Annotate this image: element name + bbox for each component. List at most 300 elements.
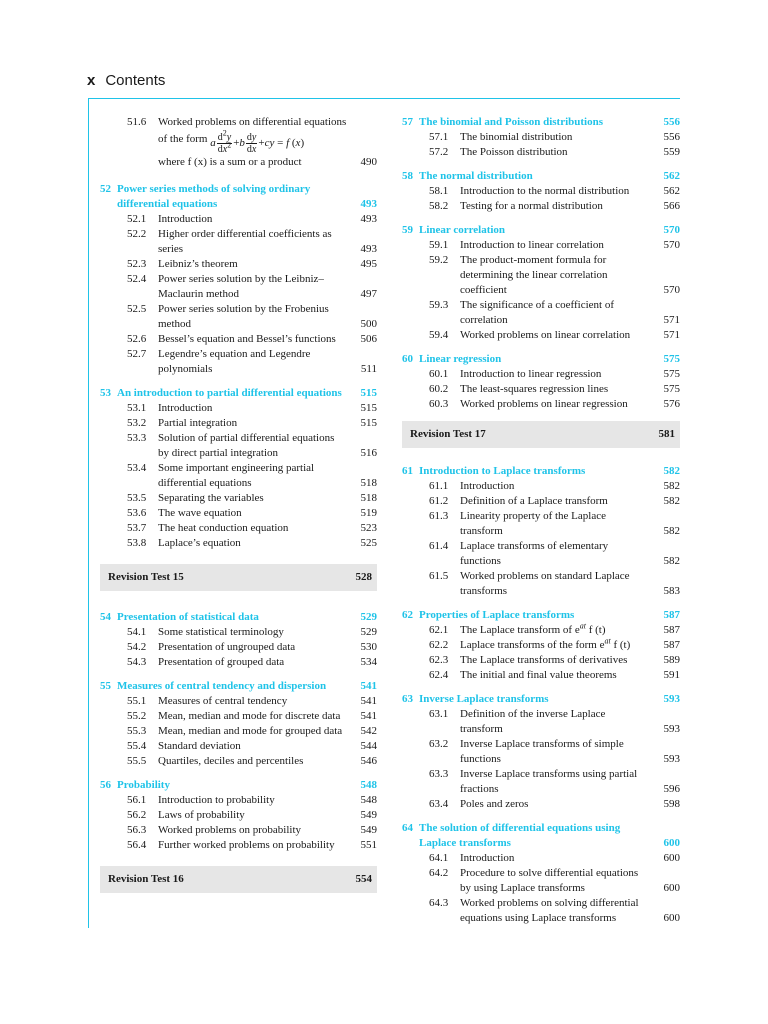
page-number: 518 <box>360 477 377 489</box>
chapter-title: The binomial and Poisson distributions <box>419 116 604 128</box>
page-number: 549 <box>360 824 377 836</box>
toc-section[interactable] <box>402 328 680 343</box>
toc-section[interactable] <box>100 655 377 670</box>
section-title: The Poisson distribution <box>460 146 568 158</box>
section-title: Worked problems on standard Laplace transforms <box>460 570 630 597</box>
section-number: 61.5 <box>429 570 449 582</box>
page-number: 571 <box>663 329 680 341</box>
toc-section[interactable] <box>100 431 377 461</box>
section-title: Worked problems on differential equations <box>158 116 347 128</box>
page-header <box>87 73 165 88</box>
page-number: 582 <box>663 555 680 567</box>
section-number: 52.2 <box>127 228 147 240</box>
page-number: 523 <box>360 522 377 534</box>
page-number: 506 <box>360 333 377 345</box>
toc-section[interactable] <box>100 115 377 130</box>
chapter-heading[interactable] <box>402 608 680 623</box>
section-title: The binomial distribution <box>460 131 573 143</box>
section-number: 60.2 <box>429 383 449 395</box>
page-number: 493 <box>360 213 377 225</box>
section-number: 61.3 <box>429 510 449 522</box>
section-number: 54.1 <box>127 626 147 638</box>
section-title: Quartiles, deciles and percentiles <box>158 755 304 767</box>
toc-section[interactable] <box>402 367 680 382</box>
chapter-title: Probability <box>117 779 170 791</box>
section-title: Introduction <box>158 402 213 414</box>
section-number: 59.4 <box>429 329 449 341</box>
page-number: 571 <box>663 314 680 326</box>
chapter-heading[interactable] <box>402 115 680 130</box>
toc-section[interactable] <box>402 253 680 298</box>
section-number: 61.2 <box>429 495 449 507</box>
toc-section[interactable] <box>402 851 680 866</box>
section-title: Presentation of ungrouped data <box>158 641 296 653</box>
page-number: 570 <box>663 284 680 296</box>
chapter-heading[interactable] <box>402 352 680 367</box>
section-title: Worked problems on probability <box>158 824 302 836</box>
page-number: 542 <box>360 725 377 737</box>
section-title: Introduction to the normal distribution <box>460 185 630 197</box>
toc-chapter <box>402 169 680 214</box>
page-number: 575 <box>663 383 680 395</box>
revision-label: Revision Test 15 <box>108 571 184 583</box>
page-number: 493 <box>360 243 377 255</box>
toc-chapter <box>402 223 680 343</box>
section-title: Worked problems on linear regression <box>460 398 628 410</box>
revision-page: 554 <box>355 873 372 885</box>
section-number: 56.1 <box>127 794 147 806</box>
chapter-heading[interactable] <box>100 679 377 694</box>
toc-section[interactable] <box>402 238 680 253</box>
toc-chapter <box>100 182 377 377</box>
chapter-title: Power series methods of solving ordinary differential equations <box>117 183 311 210</box>
section-number: 55.5 <box>127 755 147 767</box>
left-column <box>100 115 377 912</box>
section-number: 52.7 <box>127 348 147 360</box>
toc-section[interactable] <box>100 838 377 853</box>
page-number: 575 <box>663 368 680 380</box>
page-number: 511 <box>360 363 377 375</box>
section-number: 57.1 <box>429 131 449 143</box>
toc-section[interactable] <box>100 754 377 769</box>
section-number: 53.6 <box>127 507 147 519</box>
chapter-number: 56 <box>100 779 111 791</box>
toc-chapter <box>402 464 680 599</box>
page-number: 548 <box>360 794 377 806</box>
toc-section[interactable] <box>100 347 377 377</box>
section-number: 55.1 <box>127 695 147 707</box>
chapter-number: 62 <box>402 609 413 621</box>
chapter-heading[interactable] <box>402 464 680 479</box>
toc-section[interactable] <box>100 625 377 640</box>
section-number: 60.1 <box>429 368 449 380</box>
toc-chapter <box>402 692 680 812</box>
section-title: The initial and final value theorems <box>460 669 617 681</box>
section-number: 64.1 <box>429 852 449 864</box>
chapter-title: An introduction to partial differential equations <box>117 387 342 399</box>
page-number: 591 <box>663 669 680 681</box>
chapter-number: 54 <box>100 611 111 623</box>
chapter-number: 58 <box>402 170 413 182</box>
page-number: 541 <box>360 680 377 692</box>
revision-page: 581 <box>658 428 675 440</box>
toc-section[interactable] <box>100 808 377 823</box>
toc-section[interactable] <box>100 793 377 808</box>
section-title: Higher order differential coefficients as series <box>158 228 332 255</box>
section-number: 56.4 <box>127 839 147 851</box>
section-title: Introduction to probability <box>158 794 275 806</box>
formula-condition: where f (x) is a sum or a product <box>158 156 302 168</box>
page-number: 582 <box>663 525 680 537</box>
section-title: Laws of probability <box>158 809 245 821</box>
toc-section[interactable] <box>402 866 680 896</box>
toc-section[interactable] <box>100 332 377 347</box>
toc-section[interactable] <box>100 709 377 724</box>
section-number: 62.4 <box>429 669 449 681</box>
chapter-title: The solution of differential equations using Laplace transforms <box>419 822 621 849</box>
revision-test-15[interactable] <box>100 564 377 591</box>
toc-section[interactable] <box>402 797 680 812</box>
toc-section[interactable] <box>402 130 680 145</box>
toc-section[interactable] <box>402 539 680 569</box>
toc-section[interactable] <box>402 737 680 767</box>
section-title: Poles and zeros <box>460 798 529 810</box>
page-number: 562 <box>663 170 680 182</box>
page-number: 589 <box>663 654 680 666</box>
section-number: 52.1 <box>127 213 147 225</box>
section-number: 53.8 <box>127 537 147 549</box>
page-number: 596 <box>663 783 680 795</box>
toc-section[interactable] <box>100 506 377 521</box>
page-number: 500 <box>360 318 377 330</box>
page-number: 582 <box>663 495 680 507</box>
toc-section[interactable] <box>402 638 680 653</box>
section-number: 55.2 <box>127 710 147 722</box>
page-number-roman: x <box>87 72 96 89</box>
chapter-number: 57 <box>402 116 413 128</box>
section-number: 52.4 <box>127 273 147 285</box>
toc-section[interactable] <box>100 272 377 302</box>
chapter-heading[interactable] <box>100 778 377 793</box>
chapter-title: Measures of central tendency and dispersion <box>117 680 327 692</box>
chapter-number: 55 <box>100 680 111 692</box>
toc-chapter <box>100 386 377 551</box>
page-number: 575 <box>663 353 680 365</box>
toc-section[interactable] <box>100 536 377 551</box>
section-title: The heat conduction equation <box>158 522 289 534</box>
formula-prefix: of the form <box>158 133 208 145</box>
page-number: 549 <box>360 809 377 821</box>
section-number: 62.1 <box>429 624 449 636</box>
page-number: 515 <box>360 417 377 429</box>
revision-test-17[interactable] <box>402 421 680 448</box>
page-number: 562 <box>663 185 680 197</box>
chapter-title: Introduction to Laplace transforms <box>419 465 586 477</box>
differential-equation: a $\frac{d^2y}{dx^2}$ + b $\frac{dy}{dx}$ + cy = f ( x ) <box>210 128 305 155</box>
toc-section[interactable] <box>100 227 377 257</box>
toc-section[interactable] <box>402 199 680 214</box>
toc-section[interactable] <box>100 461 377 491</box>
section-title: The significance of a coefficient of correlation <box>460 299 615 326</box>
page-number: 515 <box>360 402 377 414</box>
page-number: 541 <box>360 695 377 707</box>
formula-block <box>100 128 377 170</box>
page-number: 570 <box>663 224 680 236</box>
section-title: The least-squares regression lines <box>460 383 609 395</box>
section-title: Introduction <box>158 213 213 225</box>
toc-section[interactable] <box>100 521 377 536</box>
chapter-number: 63 <box>402 693 413 705</box>
section-title: Solution of partial differential equations by direct partial integration <box>158 432 335 459</box>
section-number: 53.2 <box>127 417 147 429</box>
toc-section[interactable] <box>100 257 377 272</box>
toc-chapter <box>100 610 377 670</box>
section-title: The wave equation <box>158 507 242 519</box>
section-title: The Laplace transforms of derivatives <box>460 654 628 666</box>
page-number: 576 <box>663 398 680 410</box>
page-number: 525 <box>360 537 377 549</box>
page-number: 600 <box>663 912 680 924</box>
toc-section[interactable] <box>100 640 377 655</box>
section-title: Inverse Laplace transforms of simple functions <box>460 738 624 765</box>
section-title: Measures of central tendency <box>158 695 288 707</box>
toc-section[interactable] <box>402 509 680 539</box>
section-number: 64.2 <box>429 867 449 879</box>
section-number: 62.2 <box>429 639 449 651</box>
section-number: 55.4 <box>127 740 147 752</box>
chapter-heading[interactable] <box>402 169 680 184</box>
page-number: 529 <box>360 611 377 623</box>
section-title: Separating the variables <box>158 492 264 504</box>
section-number: 53.5 <box>127 492 147 504</box>
intro-block <box>100 115 377 170</box>
toc-chapter <box>402 821 680 926</box>
toc-section[interactable] <box>100 724 377 739</box>
section-title: The Laplace transform of $e^{at}$ f (t) <box>460 621 606 636</box>
toc-section[interactable] <box>402 653 680 668</box>
section-title: Introduction <box>460 852 515 864</box>
toc-chapter <box>402 115 680 160</box>
page-number: 559 <box>663 146 680 158</box>
section-title: The product-moment formula for determining the linear correlation coefficient <box>460 254 608 296</box>
chapter-number: 60 <box>402 353 413 365</box>
page-number: 495 <box>360 258 377 270</box>
page-number: 598 <box>663 798 680 810</box>
page-number: 529 <box>360 626 377 638</box>
section-number: 61.1 <box>429 480 449 492</box>
revision-page: 528 <box>355 571 372 583</box>
section-number: 52.3 <box>127 258 147 270</box>
page-number: 587 <box>663 639 680 651</box>
section-title: Definition of the inverse Laplace transform <box>460 708 606 735</box>
toc-chapter <box>402 608 680 683</box>
page-number: 583 <box>663 585 680 597</box>
toc-chapter <box>100 778 377 853</box>
page-number: 570 <box>663 239 680 251</box>
section-title: Legendre’s equation and Legendre polynomials <box>158 348 311 375</box>
page-number: 593 <box>663 693 680 705</box>
page-number: 518 <box>360 492 377 504</box>
toc-section[interactable] <box>100 694 377 709</box>
section-title: Procedure to solve differential equations by using Laplace transforms <box>460 867 639 894</box>
section-title: Worked problems on linear correlation <box>460 329 631 341</box>
section-title: Testing for a normal distribution <box>460 200 603 212</box>
chapter-title: Presentation of statistical data <box>117 611 259 623</box>
section-title: Standard deviation <box>158 740 241 752</box>
section-number: 51.6 <box>127 116 147 128</box>
toc-section[interactable] <box>100 212 377 227</box>
revision-label: Revision Test 16 <box>108 873 184 885</box>
toc-section[interactable] <box>402 569 680 599</box>
page-number: 530 <box>360 641 377 653</box>
section-number: 58.1 <box>429 185 449 197</box>
chapter-number: 64 <box>402 822 413 834</box>
page-number: 534 <box>360 656 377 668</box>
chapter-heading[interactable] <box>100 386 377 401</box>
toc-section[interactable] <box>402 494 680 509</box>
toc-section[interactable] <box>402 145 680 160</box>
section-title: Bessel’s equation and Bessel’s functions <box>158 333 336 345</box>
section-title: Some important engineering partial differential equations <box>158 462 315 489</box>
section-title: Introduction to linear regression <box>460 368 602 380</box>
header-title: Contents <box>105 72 166 89</box>
chapter-heading[interactable] <box>100 610 377 625</box>
toc-section[interactable] <box>402 184 680 199</box>
toc-section[interactable] <box>402 767 680 797</box>
page-number: 593 <box>663 723 680 735</box>
page-number: 497 <box>360 288 377 300</box>
chapter-title: Linear regression <box>419 353 502 365</box>
toc-section[interactable] <box>402 479 680 494</box>
section-title: Power series solution by the Leibniz–Maclaurin method <box>158 273 324 300</box>
page-number: 582 <box>663 465 680 477</box>
section-number: 53.3 <box>127 432 147 444</box>
right-column <box>402 115 680 935</box>
revision-label: Revision Test 17 <box>410 428 486 440</box>
chapter-heading[interactable] <box>402 223 680 238</box>
page-number: 556 <box>663 131 680 143</box>
page-number: 551 <box>360 839 377 851</box>
section-title: Laplace transforms of the form $e^{at}$ f (t) <box>460 636 631 651</box>
section-number: 55.3 <box>127 725 147 737</box>
section-title: Worked problems on solving differential equations using Laplace transforms <box>460 897 639 924</box>
page-number: 546 <box>360 755 377 767</box>
section-title: Definition of a Laplace transform <box>460 495 608 507</box>
section-title: Introduction <box>460 480 515 492</box>
page-number: 490 <box>360 156 377 168</box>
page-number: 515 <box>360 387 377 399</box>
section-number: 53.7 <box>127 522 147 534</box>
section-number: 63.1 <box>429 708 449 720</box>
section-number: 63.4 <box>429 798 449 810</box>
section-number: 59.1 <box>429 239 449 251</box>
section-number: 52.5 <box>127 303 147 315</box>
toc-section[interactable] <box>402 707 680 737</box>
page-number: 582 <box>663 480 680 492</box>
section-title: Inverse Laplace transforms using partial fractions <box>460 768 638 795</box>
page-number: 600 <box>663 852 680 864</box>
section-title: Power series solution by the Frobenius method <box>158 303 329 330</box>
page-border-horizontal <box>88 98 680 99</box>
page-number: 566 <box>663 200 680 212</box>
section-number: 53.4 <box>127 462 147 474</box>
toc-section[interactable] <box>100 823 377 838</box>
section-title: Laplace transforms of elementary functions <box>460 540 609 567</box>
section-title: Linearity property of the Laplace transform <box>460 510 606 537</box>
chapter-number: 61 <box>402 465 413 477</box>
page-number: 556 <box>663 116 680 128</box>
page-number: 548 <box>360 779 377 791</box>
section-title: Leibniz’s theorem <box>158 258 238 270</box>
page-number: 493 <box>360 198 377 210</box>
section-title: Further worked problems on probability <box>158 839 335 851</box>
chapter-heading[interactable] <box>402 692 680 707</box>
section-number: 60.3 <box>429 398 449 410</box>
section-number: 58.2 <box>429 200 449 212</box>
toc-section[interactable] <box>100 302 377 332</box>
section-number: 53.1 <box>127 402 147 414</box>
chapter-heading[interactable] <box>100 182 377 212</box>
section-number: 63.3 <box>429 768 449 780</box>
chapter-title: The normal distribution <box>419 170 533 182</box>
toc-section[interactable] <box>402 397 680 412</box>
revision-test-16[interactable] <box>100 866 377 893</box>
toc-section[interactable] <box>100 401 377 416</box>
page-number: 600 <box>663 882 680 894</box>
section-number: 54.3 <box>127 656 147 668</box>
toc-section[interactable] <box>100 416 377 431</box>
toc-section[interactable] <box>100 739 377 754</box>
section-title: Partial integration <box>158 417 238 429</box>
section-number: 56.2 <box>127 809 147 821</box>
section-title: Laplace’s equation <box>158 537 241 549</box>
toc-section[interactable] <box>402 298 680 328</box>
toc-chapter <box>402 352 680 412</box>
chapter-heading[interactable] <box>402 821 680 851</box>
chapter-number: 53 <box>100 387 111 399</box>
toc-section[interactable] <box>402 623 680 638</box>
page-number: 519 <box>360 507 377 519</box>
toc-section[interactable] <box>402 896 680 926</box>
section-number: 57.2 <box>429 146 449 158</box>
chapter-number: 59 <box>402 224 413 236</box>
section-number: 59.2 <box>429 254 449 266</box>
page-border-vertical <box>88 98 89 928</box>
chapter-title: Properties of Laplace transforms <box>419 609 575 621</box>
section-title: Some statistical terminology <box>158 626 284 638</box>
page-number: 600 <box>663 837 680 849</box>
section-number: 61.4 <box>429 540 449 552</box>
section-number: 64.3 <box>429 897 449 909</box>
toc-section[interactable] <box>402 382 680 397</box>
chapter-title: Linear correlation <box>419 224 506 236</box>
toc-chapter <box>100 679 377 769</box>
section-number: 63.2 <box>429 738 449 750</box>
section-number: 56.3 <box>127 824 147 836</box>
page-number: 541 <box>360 710 377 722</box>
page-number: 544 <box>360 740 377 752</box>
chapter-title: Inverse Laplace transforms <box>419 693 549 705</box>
section-number: 62.3 <box>429 654 449 666</box>
page-number: 587 <box>663 609 680 621</box>
section-title: Presentation of grouped data <box>158 656 285 668</box>
section-number: 52.6 <box>127 333 147 345</box>
toc-section[interactable] <box>100 491 377 506</box>
section-title: Mean, median and mode for grouped data <box>158 725 343 737</box>
chapter-number: 52 <box>100 183 111 195</box>
section-title: Mean, median and mode for discrete data <box>158 710 341 722</box>
toc-section[interactable] <box>402 668 680 683</box>
